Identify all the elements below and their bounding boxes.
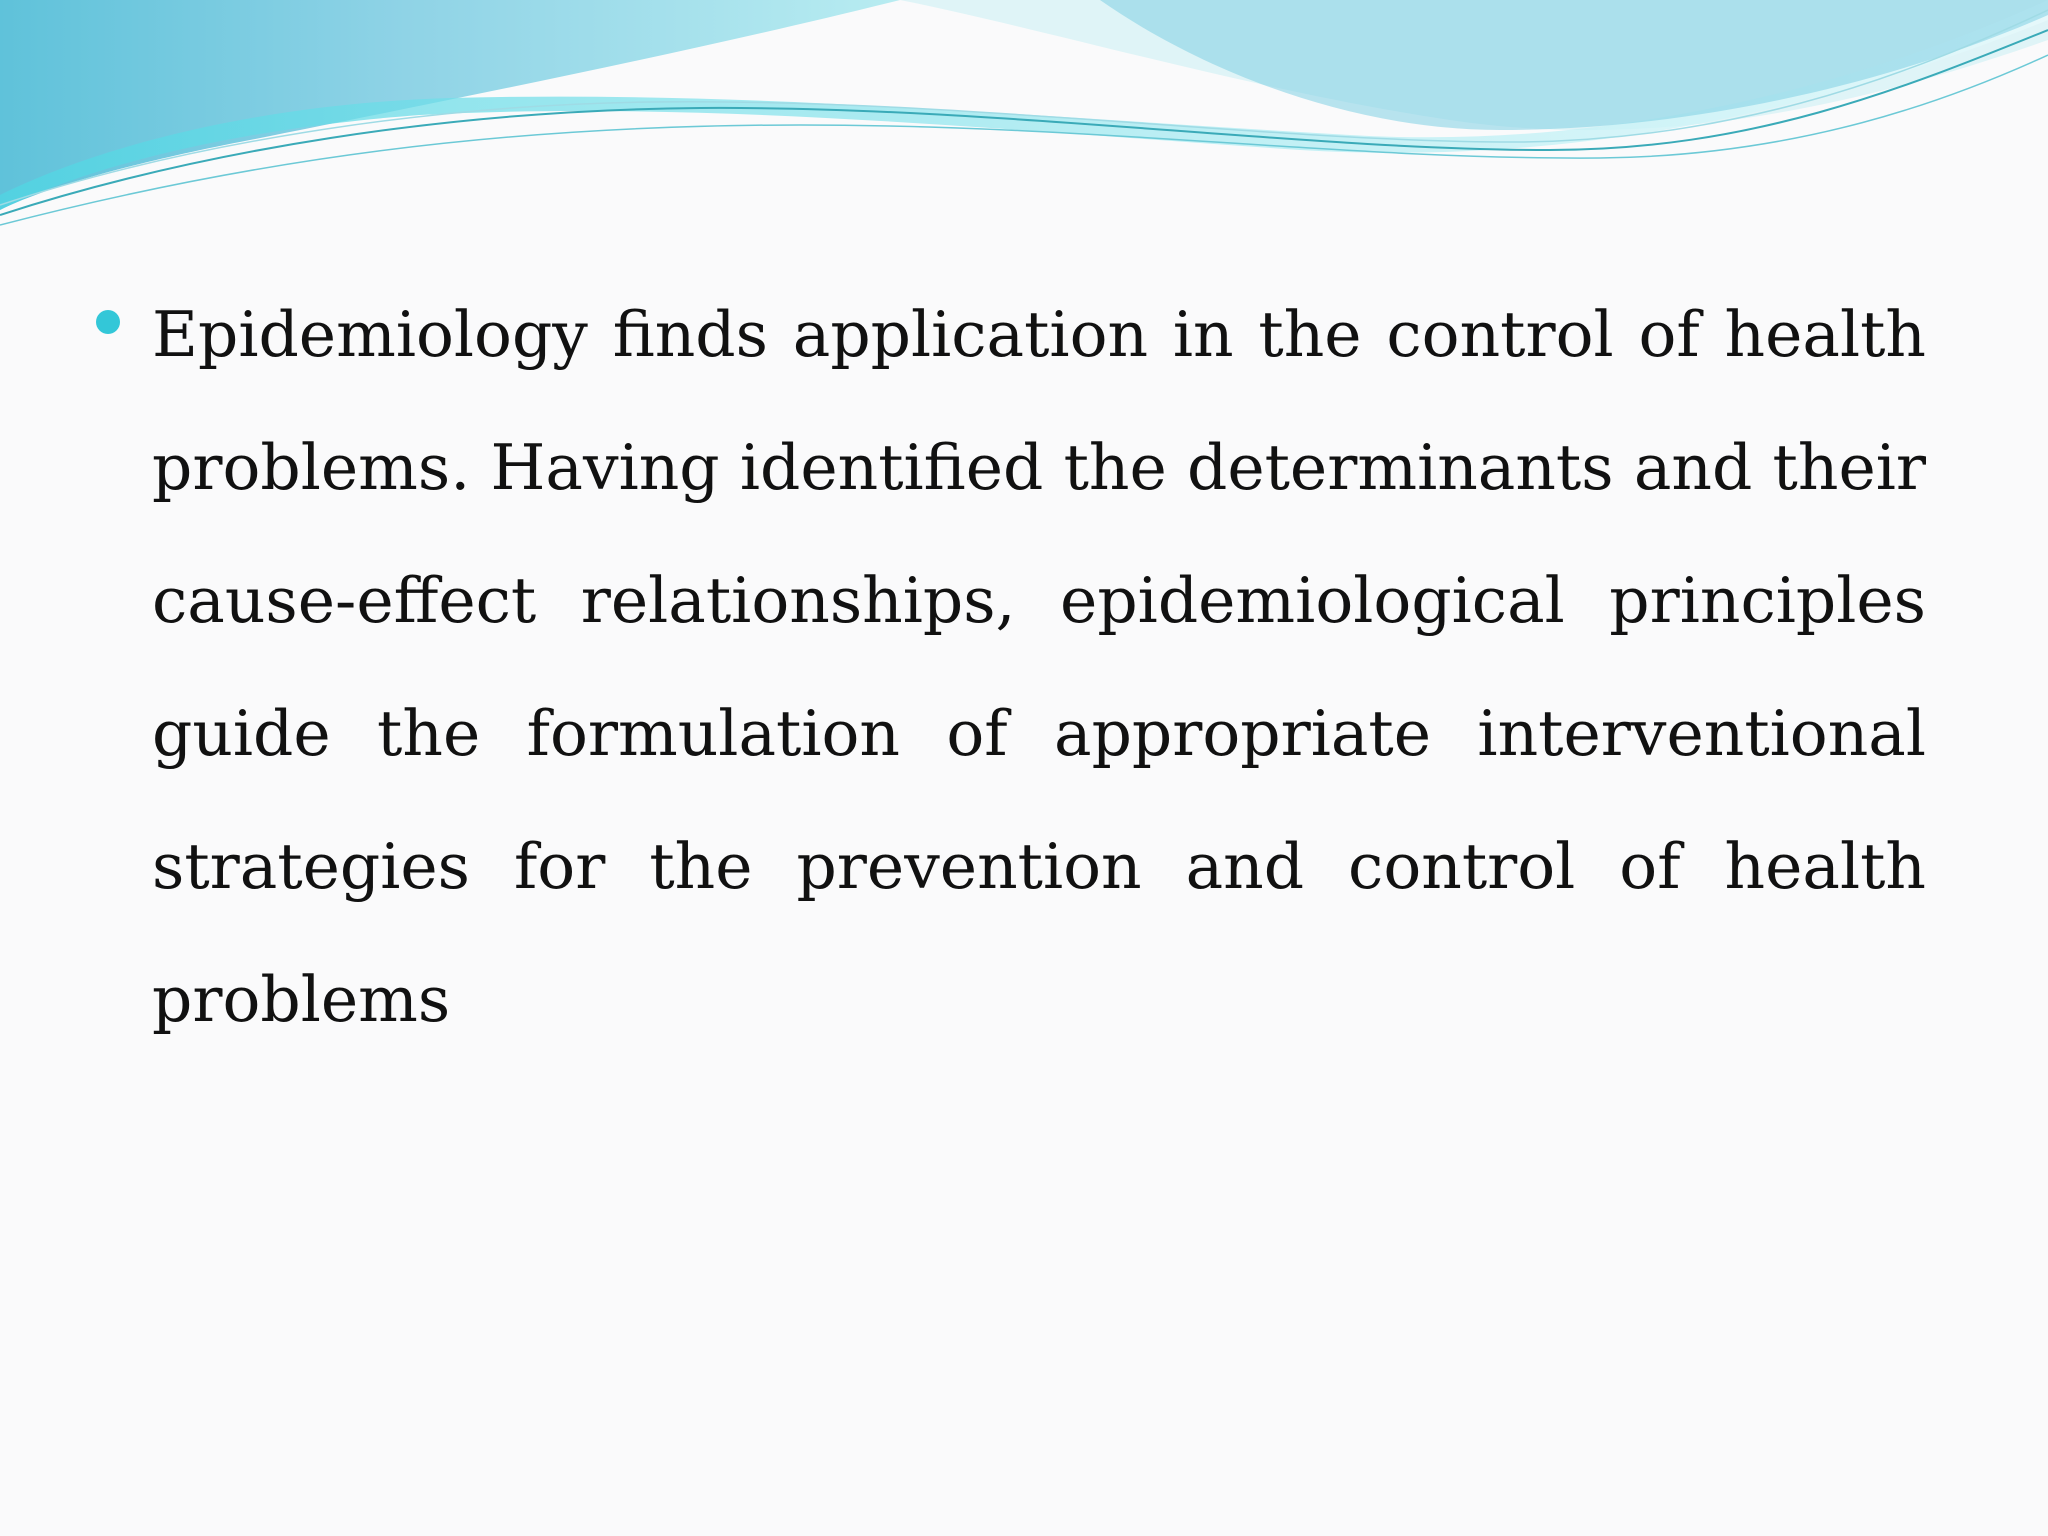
bullet-item [96,268,1926,1066]
bullet-dot-icon [96,310,120,334]
slide-content [96,268,1926,1066]
wave-header-decoration [0,0,2048,240]
bullet-text: Epidemiology finds application in the control of health problems. Having identified the determinants and their cause-effect relationships, epidemiological principles guide the formulation of appropriate interventional strategies for the prevention and control of health problems [152,298,1926,1036]
